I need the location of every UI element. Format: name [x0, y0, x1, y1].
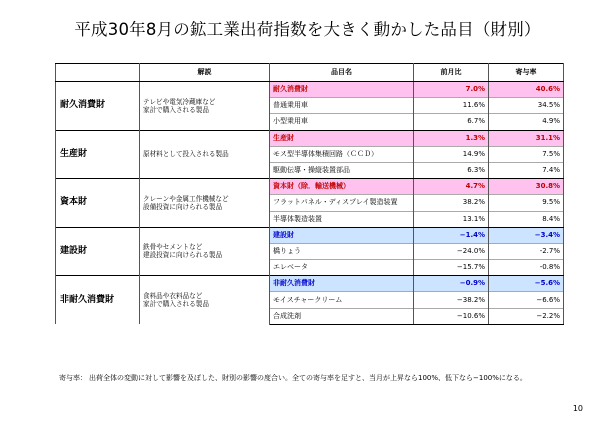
item-name: 駆動伝導・操縦装置部品 [270, 162, 414, 178]
description-line: クレーンや金属工作機械など [143, 194, 229, 203]
item-name: 橋りょう [270, 243, 414, 259]
header-mom: 前月比 [414, 64, 489, 82]
contribution-value: −2.2% [489, 308, 564, 324]
category-label: 生産財 [56, 130, 140, 179]
header-contribution: 寄与率 [489, 64, 564, 82]
contribution-value: −3.4% [489, 227, 564, 243]
group-total-row [56, 179, 564, 195]
description-line: 鉄骨やセメントなど [143, 243, 203, 252]
mom-value: 1.3% [414, 130, 489, 146]
item-name: 建設財 [270, 227, 414, 243]
description-line: 設備投資に向けられる製品 [143, 202, 223, 211]
mom-value: 7.0% [414, 82, 489, 98]
contribution-value: −5.6% [489, 276, 564, 292]
item-name: 小型乗用車 [270, 114, 414, 130]
contribution-value: 9.5% [489, 195, 564, 211]
item-name: モイスチャークリーム [270, 292, 414, 308]
contribution-value: 40.6% [489, 82, 564, 98]
mom-value: −24.0% [414, 243, 489, 259]
mom-value: 38.2% [414, 195, 489, 211]
contribution-value: −6.6% [489, 292, 564, 308]
header-category [56, 64, 140, 82]
contribution-value: -0.8% [489, 260, 564, 276]
contribution-value: 30.8% [489, 179, 564, 195]
contribution-value: 7.5% [489, 146, 564, 162]
description-line: 建設投資に向けられる製品 [143, 251, 223, 260]
description-line: 食料品や衣料品など [143, 292, 203, 301]
category-label: 資本財 [56, 179, 140, 228]
footnote [59, 373, 569, 383]
mom-value: 13.1% [414, 211, 489, 227]
item-name: エレベータ [270, 260, 414, 276]
contribution-value: 34.5% [489, 98, 564, 114]
category-description [140, 276, 270, 325]
item-name: 非耐久消費財 [270, 276, 414, 292]
description-line: 家計で購入される製品 [143, 105, 209, 114]
mom-value: −0.9% [414, 276, 489, 292]
category-label: 建設財 [56, 227, 140, 276]
mom-value: 11.6% [414, 98, 489, 114]
group-total-row [56, 130, 564, 146]
category-description [140, 130, 270, 179]
item-name: モス型半導体集積回路（ＣＣＤ） [270, 146, 414, 162]
footnote-text: 出荷全体の変動に対して影響を及ぼした、財別の影響の度合い。全ての寄与率を足すと、当月が上昇なら100%、低下なら−100%になる。 [89, 374, 527, 382]
header-item: 品目名 [270, 64, 414, 82]
description-line: 原材料として投入される製品 [143, 150, 229, 159]
category-description [140, 227, 270, 276]
mom-value: 6.3% [414, 162, 489, 178]
group-total-row [56, 227, 564, 243]
mom-value: 4.7% [414, 179, 489, 195]
item-name: 資本財（除．輸送機械） [270, 179, 414, 195]
mom-value: −10.6% [414, 308, 489, 324]
item-name: 合成洗剤 [270, 308, 414, 324]
item-name: 半導体製造装置 [270, 211, 414, 227]
description-line: 家計で購入される製品 [143, 300, 209, 309]
contribution-value: -2.7% [489, 243, 564, 259]
table-header-row [56, 64, 564, 82]
category-label: 非耐久消費財 [56, 276, 140, 325]
contribution-table [55, 63, 564, 325]
mom-value: −15.7% [414, 260, 489, 276]
page-number: 10 [572, 404, 583, 413]
category-label: 耐久消費財 [56, 82, 140, 131]
contribution-value: 31.1% [489, 130, 564, 146]
item-name: 耐久消費財 [270, 82, 414, 98]
category-description [140, 82, 270, 131]
mom-value: 6.7% [414, 114, 489, 130]
mom-value: −1.4% [414, 227, 489, 243]
description-line: テレビや電気冷蔵庫など [143, 97, 216, 106]
contribution-value: 8.4% [489, 211, 564, 227]
group-total-row [56, 276, 564, 292]
item-name: 普通乗用車 [270, 98, 414, 114]
header-description: 解説 [140, 64, 270, 82]
contribution-value: 7.4% [489, 162, 564, 178]
mom-value: −38.2% [414, 292, 489, 308]
item-name: 生産財 [270, 130, 414, 146]
mom-value: 14.9% [414, 146, 489, 162]
category-description [140, 179, 270, 228]
contribution-value: 4.9% [489, 114, 564, 130]
page-title: 平成30年8月の鉱工業出荷指数を大きく動かした品目（財別） [74, 20, 541, 39]
item-name: フラットパネル・ディスプレイ製造装置 [270, 195, 414, 211]
group-total-row [56, 82, 564, 98]
footnote-label: 寄与率： [59, 374, 87, 382]
